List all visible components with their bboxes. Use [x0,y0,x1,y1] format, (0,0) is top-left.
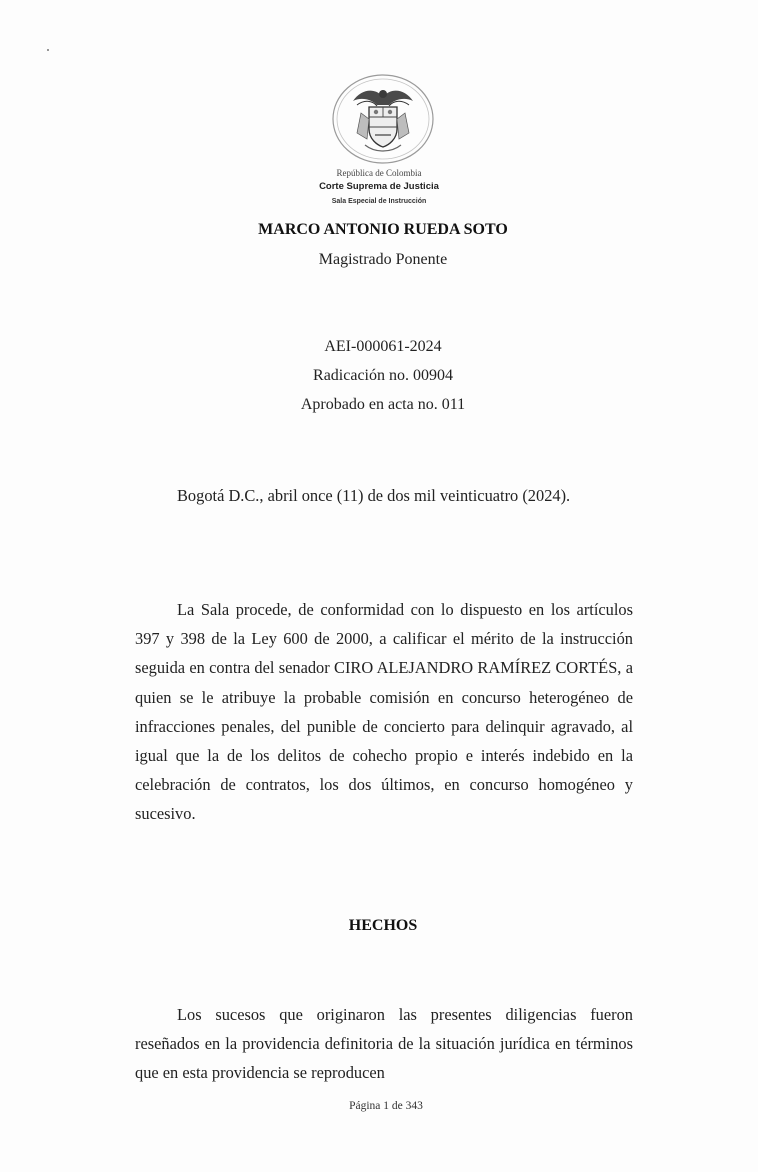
radicacion-number: Radicación no. 00904 [313,367,453,384]
decision-code: AEI-000061-2024 [324,338,442,355]
magistrate-name: MARCO ANTONIO RUEDA SOTO [258,221,508,238]
section-title-hechos: HECHOS [348,917,418,934]
page-number: Página 1 de 343 [349,1100,423,1112]
court-name: Corte Suprema de Justicia [319,181,439,192]
coat-of-arms-seal-icon [331,73,435,165]
acta-approval: Aprobado en acta no. 011 [300,396,466,413]
country-label: República de Colombia [336,168,422,178]
date-paragraph: Bogotá D.C., abril once (11) de dos mil veinticuatro (2024). [177,486,571,505]
scan-speck [47,49,49,51]
intro-paragraph: La Sala procede, de conformidad con lo dispuesto en los artículos 397 y 398 de la Ley 600 de 2000, a calificar el mérito de la instrucción seguida en contra del senador CIRO ALEJANDRO RAMÍREZ CORTÉS, a quien se le atribuye la probable comisión en concurso heterogéneo de infracciones penales, del punible de concierto para delinquir agravado, al igual que la de los delitos de cohecho propio e interés indebido en la celebración de contratos, los dos últimos, en concurso homogéneo y sucesivo. [135,600,633,824]
facts-paragraph: Los sucesos que originaron las presentes diligencias fueron reseñados en la providencia definitoria de la situación jurídica en términos que en esta providencia se reproducen [135,1005,633,1083]
chamber-name: Sala Especial de Instrucción [331,198,427,205]
magistrate-role: Magistrado Ponente [318,251,448,268]
